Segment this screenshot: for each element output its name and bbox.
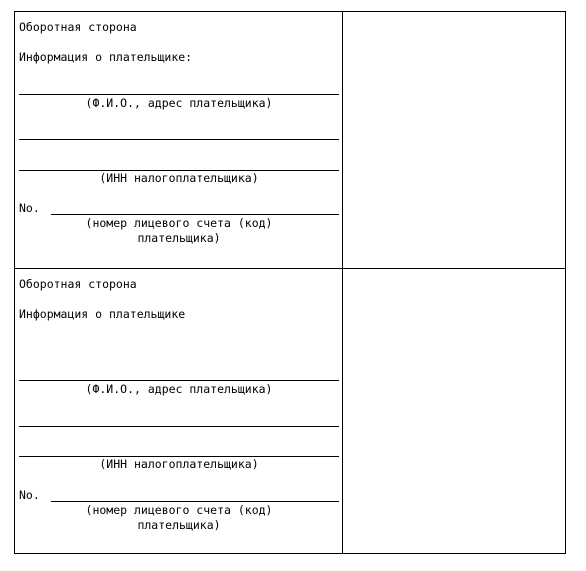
account-caption-line-1: (номер лицевого счета (код) [85,216,273,230]
extra-line[interactable] [19,426,339,427]
section-heading: Оборотная сторона [19,277,137,291]
inn-caption: (ИНН налогоплательщика) [99,457,259,471]
inn-caption: (ИНН налогоплательщика) [99,171,259,185]
payer-info-label: Информация о плательщике: [19,50,193,64]
right-blank-cell [343,12,565,553]
account-caption-line-1: (номер лицевого счета (код) [85,503,273,517]
account-number-line[interactable] [51,501,339,502]
fio-address-caption: (Ф.И.О., адрес плательщика) [85,382,273,396]
fio-address-line[interactable] [19,380,339,381]
payer-info-label: Информация о плательщике [19,307,186,321]
extra-line[interactable] [19,139,339,140]
account-caption-line-2: плательщика) [137,518,221,532]
payer-info-section-2 [15,269,342,554]
account-number-line[interactable] [51,214,339,215]
fio-address-line[interactable] [19,94,339,95]
account-caption-line-2: плательщика) [137,231,221,245]
account-number-label: No. [19,488,40,502]
section-heading: Оборотная сторона [19,20,137,34]
account-number-label: No. [19,201,40,215]
payer-info-section-1 [15,12,342,268]
payment-form-back-side [14,11,566,554]
fio-address-caption: (Ф.И.О., адрес плательщика) [85,96,273,110]
